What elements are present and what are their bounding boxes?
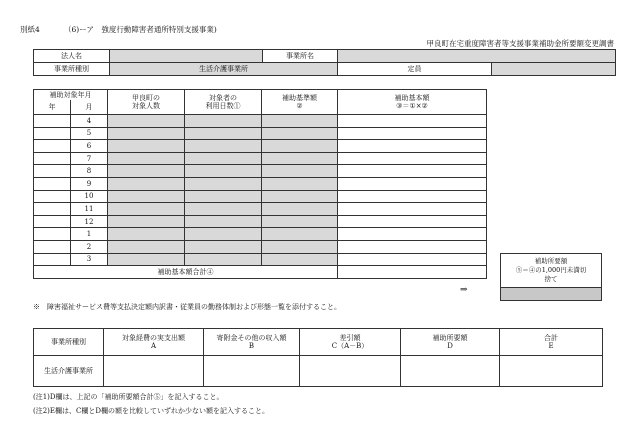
summary-header-difference — [300, 329, 401, 356]
days-cell[interactable] — [185, 190, 262, 203]
summary-header-actual-expense — [104, 329, 204, 356]
year-cell[interactable] — [34, 228, 71, 241]
days-cell[interactable] — [185, 127, 262, 140]
persons-cell[interactable] — [108, 190, 185, 203]
days-cell[interactable] — [185, 228, 262, 241]
month-row — [34, 228, 487, 241]
month-cell: 2 — [71, 240, 108, 253]
capacity-label: 定員 — [338, 63, 492, 76]
summary-header-line: C（A－B） — [331, 342, 369, 350]
month-row — [34, 127, 487, 140]
base-unit-cell[interactable] — [262, 240, 338, 253]
month-cell: 6 — [71, 140, 108, 153]
base-amount-cell[interactable] — [338, 190, 487, 203]
base-amount-cell[interactable] — [338, 203, 487, 216]
persons-cell[interactable] — [108, 240, 185, 253]
summary-cell-b[interactable] — [204, 356, 300, 387]
year-cell[interactable] — [34, 190, 71, 203]
days-cell[interactable] — [185, 140, 262, 153]
summary-header-line: 合計 — [544, 333, 558, 342]
summary-header-line: 補助所要額 — [432, 333, 468, 342]
persons-cell[interactable] — [108, 253, 185, 266]
base-unit-cell[interactable] — [262, 152, 338, 165]
month-cell: 8 — [71, 165, 108, 178]
footnote-1: (注1)D欄は、上記の「補助所要額合計⑤」を記入すること。 — [33, 393, 224, 401]
base-unit-cell[interactable] — [262, 127, 338, 140]
month-cell: 5 — [71, 127, 108, 140]
month-cell: 3 — [71, 253, 108, 266]
year-cell[interactable] — [34, 203, 71, 216]
year-cell[interactable] — [34, 240, 71, 253]
month-row — [34, 115, 487, 128]
summary-cell-e[interactable] — [500, 356, 603, 387]
required-amount-note: 捨て — [544, 274, 558, 283]
base-unit-cell[interactable] — [262, 115, 338, 128]
col-persons-header — [108, 90, 185, 115]
main-table — [33, 89, 487, 279]
persons-cell[interactable] — [108, 140, 185, 153]
month-cell: 9 — [71, 177, 108, 190]
month-cell: 1 — [71, 228, 108, 241]
days-cell[interactable] — [185, 203, 262, 216]
summary-header-line: A — [150, 342, 157, 350]
month-cell: 7 — [71, 152, 108, 165]
arrow-icon: ⇒ — [460, 285, 468, 295]
required-amount-box — [500, 253, 602, 301]
base-unit-cell[interactable] — [262, 203, 338, 216]
month-cell: 10 — [71, 190, 108, 203]
base-amount-cell[interactable] — [338, 215, 487, 228]
month-cell: 12 — [71, 215, 108, 228]
persons-cell[interactable] — [108, 152, 185, 165]
col-base-unit-line2: ② — [296, 102, 303, 110]
summary-header-office-type — [34, 329, 104, 356]
col-persons-line1: 甲良町の — [132, 93, 160, 102]
base-unit-cell[interactable] — [262, 177, 338, 190]
col-month-header: 月 — [71, 100, 108, 115]
base-amount-cell[interactable] — [338, 140, 487, 153]
persons-cell[interactable] — [108, 228, 185, 241]
month-row — [34, 203, 487, 216]
base-unit-cell[interactable] — [262, 140, 338, 153]
month-cell: 11 — [71, 203, 108, 216]
summary-header-line: D — [447, 342, 453, 350]
required-amount-label — [501, 254, 602, 288]
days-cell[interactable] — [185, 152, 262, 165]
document-title: 甲良町在宅重度障害者等支援事業補助金所要額変更調書 — [426, 39, 614, 48]
info-table — [33, 49, 616, 76]
persons-cell[interactable] — [108, 115, 185, 128]
office-type-label: 事業所種別 — [34, 63, 110, 76]
col-base-unit-header — [262, 90, 338, 115]
summary-header-donation-income — [204, 329, 300, 356]
month-row — [34, 253, 487, 266]
persons-cell[interactable] — [108, 215, 185, 228]
attachment-note: ※ 障害福祉サービス費等支払決定額内訳書・従業員の勤務体制および形態一覧を添付すること。 — [33, 303, 341, 311]
base-amount-cell[interactable] — [338, 240, 487, 253]
base-amount-cell[interactable] — [338, 228, 487, 241]
year-cell[interactable] — [34, 215, 71, 228]
days-cell[interactable] — [185, 240, 262, 253]
base-amount-cell[interactable] — [338, 115, 487, 128]
total-value[interactable] — [338, 266, 487, 279]
corp-name-label: 法人名 — [34, 50, 110, 63]
summary-cell-d[interactable] — [401, 356, 500, 387]
summary-header-line: 対象経費の実支出額 — [122, 333, 185, 342]
year-cell[interactable] — [34, 253, 71, 266]
days-cell[interactable] — [185, 215, 262, 228]
month-row — [34, 240, 487, 253]
col-base-unit-line1: 補助基準額 — [282, 93, 317, 102]
summary-header-line: 事業所種別 — [51, 337, 86, 346]
month-row — [34, 190, 487, 203]
form-subtitle: （6)ーア 強度行動障害者通所特別支援事業) — [64, 25, 217, 34]
col-base-amount-header — [338, 90, 487, 115]
base-amount-cell[interactable] — [338, 177, 487, 190]
month-row — [34, 140, 487, 153]
base-unit-cell[interactable] — [262, 190, 338, 203]
base-amount-cell[interactable] — [338, 127, 487, 140]
base-unit-cell[interactable] — [262, 215, 338, 228]
year-cell[interactable] — [34, 140, 71, 153]
summary-cell-a[interactable] — [104, 356, 204, 387]
persons-cell[interactable] — [108, 127, 185, 140]
summary-row-label: 生活介護事業所 — [34, 356, 104, 387]
required-amount-formula: ⑤＝④の1,000円未満切 — [515, 266, 587, 275]
base-unit-cell[interactable] — [262, 165, 338, 178]
office-name-label: 事業所名 — [263, 50, 338, 63]
col-period-header: 補助対象年月 — [34, 90, 108, 100]
summary-header-required-amount — [401, 329, 500, 356]
capacity-field[interactable] — [492, 63, 616, 76]
form-id: 別紙4 — [20, 25, 40, 34]
days-cell[interactable] — [185, 115, 262, 128]
month-row — [34, 177, 487, 190]
summary-cell-c[interactable] — [300, 356, 401, 387]
summary-header-line: 寄附金その他の収入額 — [216, 333, 287, 342]
year-cell[interactable] — [34, 115, 71, 128]
summary-header-line: B — [248, 342, 255, 350]
year-cell[interactable] — [34, 177, 71, 190]
year-cell[interactable] — [34, 127, 71, 140]
month-cell: 4 — [71, 115, 108, 128]
year-cell[interactable] — [34, 152, 71, 165]
footnote-2: (注2)E欄は、C欄とD欄の額を比較していずれか少ない額を記入すること。 — [33, 407, 269, 415]
col-days-line1: 対象者の — [209, 93, 237, 102]
summary-table — [33, 328, 603, 387]
total-label: 補助基本額合計④ — [34, 266, 338, 279]
persons-cell[interactable] — [108, 203, 185, 216]
days-cell[interactable] — [185, 253, 262, 266]
base-amount-cell[interactable] — [338, 165, 487, 178]
month-row — [34, 215, 487, 228]
summary-header-total — [500, 329, 603, 356]
col-year-header: 年 — [34, 100, 71, 115]
base-unit-cell[interactable] — [262, 228, 338, 241]
persons-cell[interactable] — [108, 165, 185, 178]
corp-name-field[interactable] — [110, 50, 263, 63]
base-unit-cell[interactable] — [262, 253, 338, 266]
col-days-header — [185, 90, 262, 115]
month-row — [34, 165, 487, 178]
persons-cell[interactable] — [108, 177, 185, 190]
office-name-field[interactable] — [338, 50, 616, 63]
month-row — [34, 152, 487, 165]
base-amount-cell[interactable] — [338, 253, 487, 266]
required-amount-title: 補助所要額 — [534, 257, 568, 266]
days-cell[interactable] — [185, 177, 262, 190]
summary-header-line: 差引額 — [339, 333, 361, 342]
summary-header-line: E — [548, 342, 554, 350]
col-base-amount-line2: ③＝①×② — [396, 102, 428, 110]
year-cell[interactable] — [34, 165, 71, 178]
base-amount-cell[interactable] — [338, 152, 487, 165]
required-amount-field[interactable] — [501, 288, 602, 301]
days-cell[interactable] — [185, 165, 262, 178]
office-type-field[interactable]: 生活介護事業所 — [110, 63, 338, 76]
col-days-line2: 利用日数① — [205, 102, 241, 110]
col-base-amount-line1: 補助基本額 — [394, 93, 430, 102]
col-persons-line2: 対象人数 — [132, 102, 160, 110]
